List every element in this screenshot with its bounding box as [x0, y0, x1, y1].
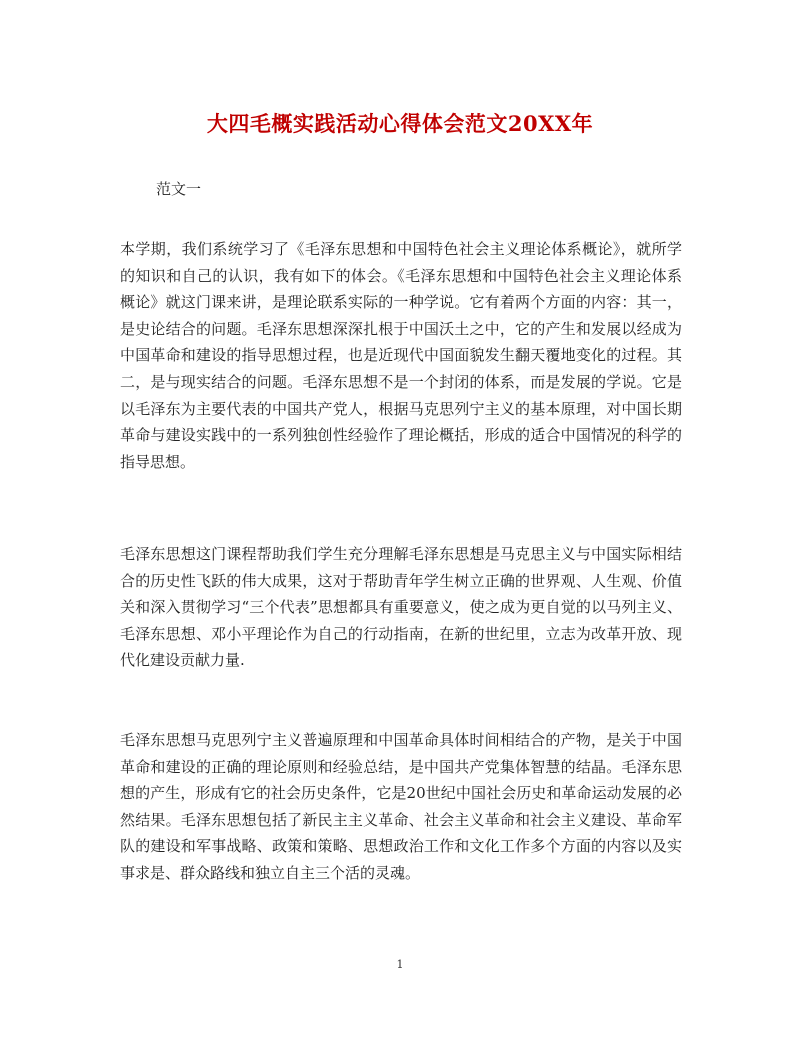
document-title: 大四毛概实践活动心得体会范文20XX年 — [206, 111, 594, 136]
section-label: 范文一 — [156, 180, 202, 198]
paragraph-2: 毛泽东思想这门课程帮助我们学生充分理解毛泽东思想是马克思主义与中国实际相结合的历史性飞跃的伟大成果，这对于帮助青年学生树立正确的世界观、人生观、价值关和深入贯彻学习“三个代表”思想都具有重要意义，使之成为更自觉的以马列主义、毛泽东思想、邓小平理论作为自己的行动指南，在新的世纪里，立志为改革开放、现代化建设贡献力量. — [120, 545, 682, 670]
paragraph-3: 毛泽东思想马克思列宁主义普遍原理和中国革命具体时间相结合的产物，是关于中国革命和建设的正确的理论原则和经验总结，是中国共产党集体智慧的结晶。毛泽东思想的产生，形成有它的社会历史条件，它是20世纪中国社会历史和革命运动发展的必然结果。毛泽东思想包括了新民主主义革命、社会主义革命和社会主义建设、革命军队的建设和军事战略、政策和策略、思想政治工作和文化工作多个方面的内容以及实事求是、群众路线和独立自主三个活的灵魂。 — [120, 731, 682, 882]
page-number: 1 — [396, 958, 404, 971]
paragraph-1: 本学期，我们系统学习了《毛泽东思想和中国特色社会主义理论体系概论》，就所学的知识和自己的认识，我有如下的体会。《毛泽东思想和中国特色社会主义理论体系概论》就这门课来讲，是理论联系实际的一种学说。它有着两个方面的内容：其一，是史论结合的问题。毛泽东思想深深扎根于中国沃土之中，它的产生和发展以经成为中国革命和建设的指导思想过程，也是近现代中国面貌发生翻天覆地变化的过程。其二，是与现实结合的问题。毛泽东思想不是一个封闭的体系，而是发展的学说。它是以毛泽东为主要代表的中国共产党人，根据马克思列宁主义的基本原理，对中国长期革命与建设实践中的一系列独创性经验作了理论概括，形成的适合中国情况的科学的指导思想。 — [120, 240, 682, 471]
